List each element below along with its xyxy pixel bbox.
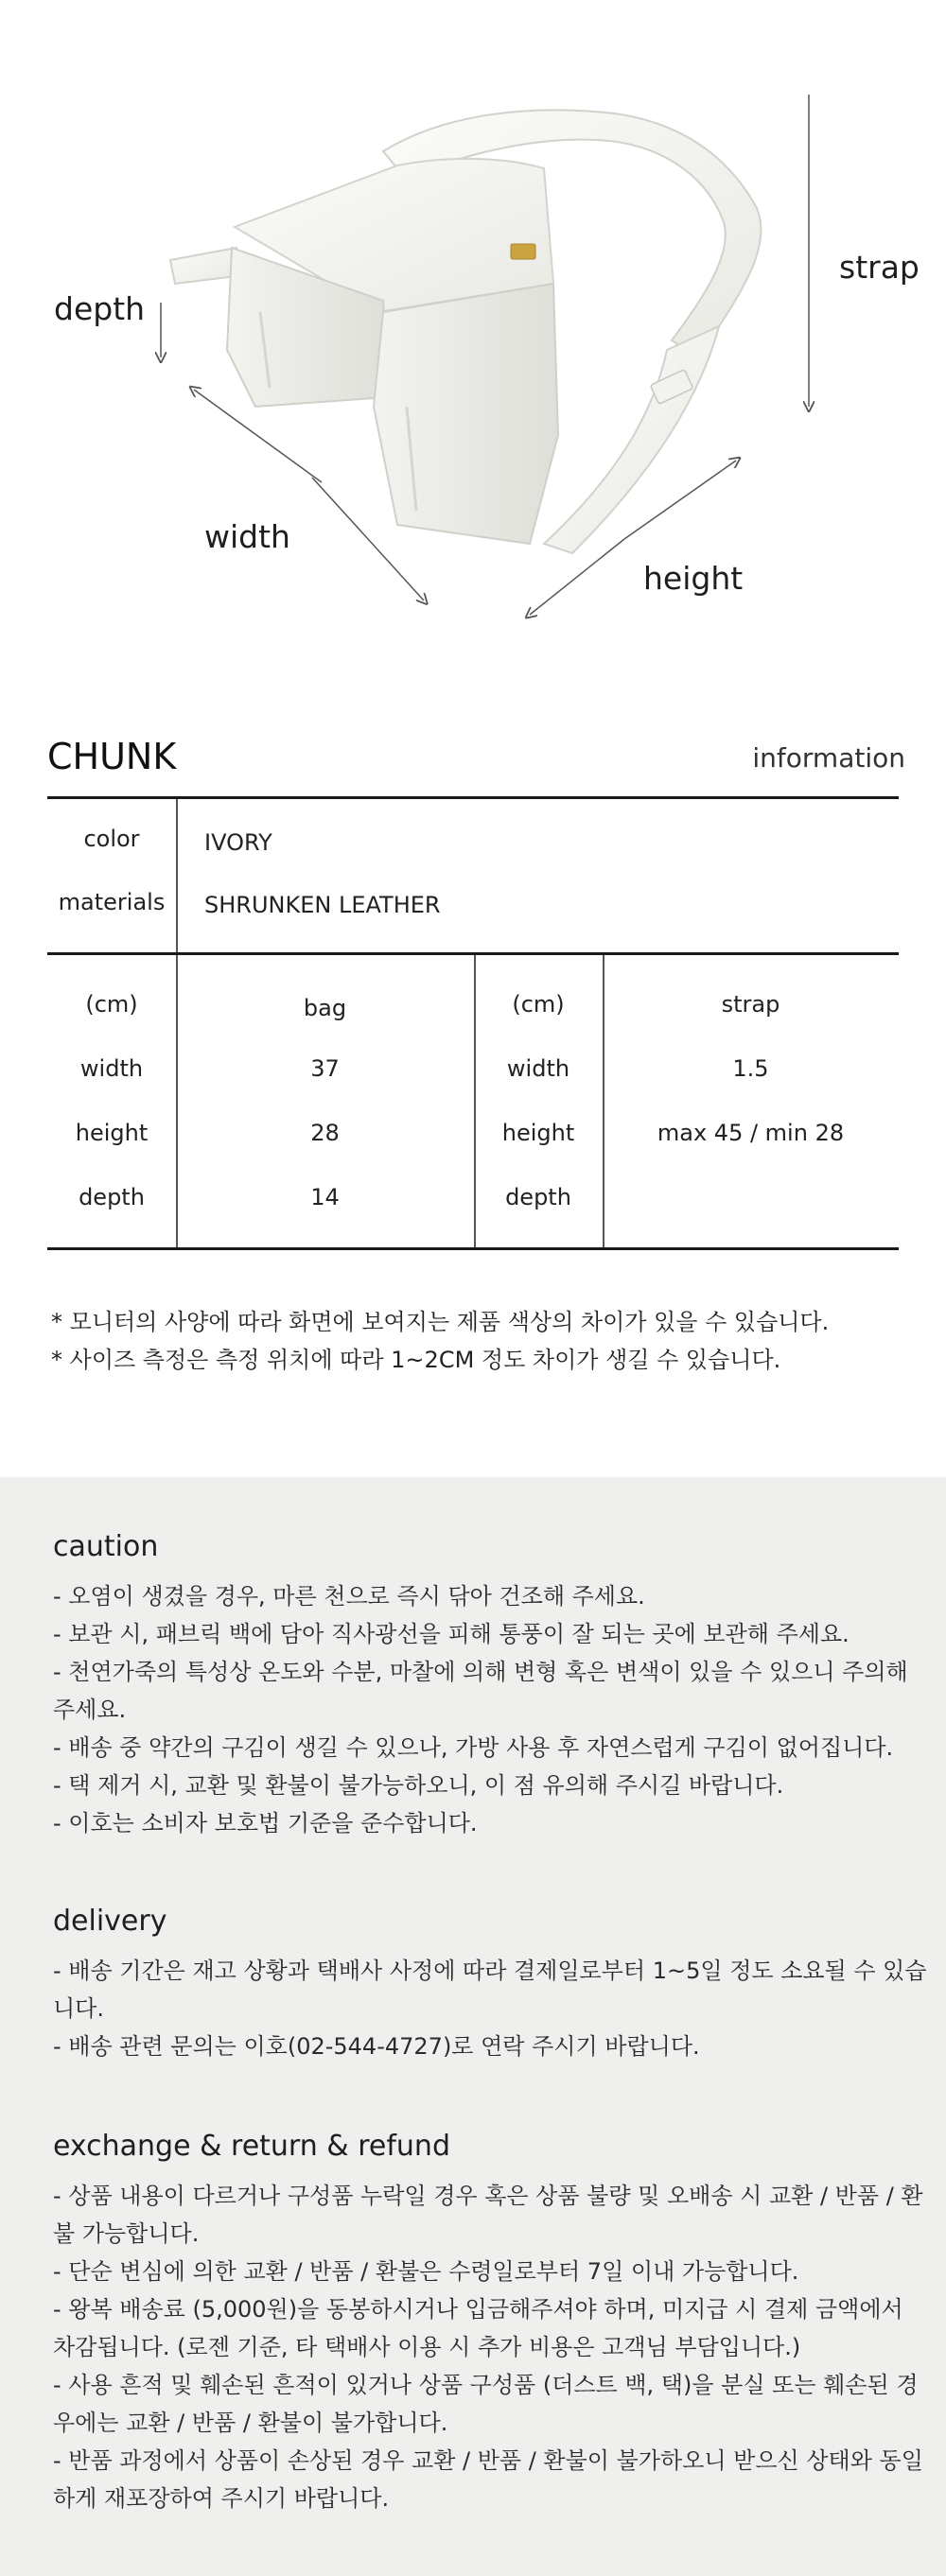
height-arrow-b (530, 539, 624, 615)
caution-line: - 오염이 생겼을 경우, 마른 천으로 즉시 닦아 건조해 주세요. (53, 1583, 645, 1610)
size-row-bag-value: 14 (310, 1184, 340, 1210)
exchange-line: - 사용 흔적 및 훼손된 흔적이 있거나 상품 구성품 (더스트 백, 택)을 분실 또는 훼손된 경 (53, 2372, 919, 2398)
size-row-label: height (501, 1120, 575, 1146)
color-label: color (83, 826, 140, 852)
caution-title: caution (53, 1530, 159, 1563)
depth-label: depth (54, 290, 146, 327)
size-row-label: depth (505, 1184, 571, 1210)
unit-left: (cm) (85, 991, 138, 1018)
product-name: CHUNK (47, 736, 177, 777)
strap-label: strap (839, 249, 920, 286)
section-subtitle: information (752, 742, 905, 774)
delivery-line: - 배송 관련 문의는 이호(02-544-4727)로 연락 주시기 바랍니다. (53, 2033, 700, 2060)
bag-header: bag (303, 995, 347, 1021)
table-bottom-rule (47, 1247, 899, 1250)
gold-clasp (511, 244, 535, 259)
materials-label: materials (58, 889, 166, 915)
exchange-title: exchange & return & refund (53, 2130, 450, 2163)
width-label: width (204, 518, 290, 555)
size-row-label: width (79, 1055, 144, 1082)
exchange-line: 불 가능합니다. (53, 2220, 200, 2247)
note-line: * 사이즈 측정은 측정 위치에 따라 1~2CM 정도 차이가 생길 수 있습니다. (51, 1347, 781, 1373)
strap-header: strap (721, 991, 780, 1018)
table-middle-rule (47, 952, 899, 955)
size-row-label: depth (79, 1184, 145, 1210)
bag-dimension-diagram (0, 0, 946, 700)
caution-line: - 배송 중 약간의 구김이 생길 수 있으나, 가방 사용 후 자연스럽게 구김이 없어집니다. (53, 1734, 894, 1761)
caution-line: - 보관 시, 패브릭 백에 담아 직사광선을 피해 통풍이 잘 되는 곳에 보관해 주세요. (53, 1621, 850, 1647)
unit-right: (cm) (512, 991, 565, 1018)
materials-value: SHRUNKEN LEATHER (204, 892, 441, 918)
exchange-line: 차감됩니다. (로젠 기준, 타 택배사 이용 시 추가 비용은 고객님 부담입니다.) (53, 2334, 801, 2360)
delivery-line: 니다. (53, 1995, 104, 2022)
bag-illustration (0, 0, 946, 700)
bag-right-block (374, 284, 558, 544)
caution-line: - 천연가죽의 특성상 온도와 수분, 마찰에 의해 변형 혹은 변색이 있을 수 있으니 주의해 (53, 1659, 908, 1685)
delivery-line: - 배송 기간은 재고 상황과 택배사 사정에 따라 결제일로부터 1~5일 정도 소요될 수 있습 (53, 1958, 927, 1984)
height-label: height (643, 560, 744, 597)
policy-section (0, 1477, 946, 2576)
exchange-line: 우에는 교환 / 반품 / 환불이 불가합니다. (53, 2410, 448, 2436)
caution-line: 주세요. (53, 1697, 127, 1723)
exchange-line: - 반품 과정에서 상품이 손상된 경우 교환 / 반품 / 환불이 불가하오니 받으신 상태와 동일 (53, 2447, 923, 2474)
caution-line: - 택 제거 시, 교환 및 환불이 불가능하오니, 이 점 유의해 주시길 바랍니다. (53, 1772, 784, 1799)
size-row-label: width (506, 1055, 570, 1082)
strap-left-end (170, 248, 236, 284)
caution-line: - 이호는 소비자 보호법 기준을 준수합니다. (53, 1810, 478, 1836)
size-row-strap-value: max 45 / min 28 (657, 1120, 845, 1146)
exchange-line: 하게 재포장하여 주시기 바랍니다. (53, 2485, 390, 2512)
size-row-strap-value: 1.5 (732, 1055, 769, 1082)
size-row-bag-value: 37 (310, 1055, 340, 1082)
exchange-line: - 왕복 배송료 (5,000원)을 동봉하시거나 입금해주셔야 하며, 미지급 시 결제 금액에서 (53, 2296, 903, 2323)
color-value: IVORY (204, 829, 272, 856)
strap-lower (544, 326, 719, 553)
delivery-title: delivery (53, 1905, 167, 1938)
table-divider (176, 799, 178, 953)
size-row-label: height (75, 1120, 149, 1146)
size-row-bag-value: 28 (310, 1120, 340, 1146)
exchange-line: - 단순 변심에 의한 교환 / 반품 / 환불은 수령일로부터 7일 이내 가능합니다. (53, 2258, 799, 2285)
note-line: * 모니터의 사양에 따라 화면에 보여지는 제품 색상의 차이가 있을 수 있습니다. (51, 1309, 830, 1335)
table-top-rule (47, 796, 899, 799)
exchange-line: - 상품 내용이 다르거나 구성품 누락일 경우 혹은 상품 불량 및 오배송 시 교환 / 반품 / 환 (53, 2183, 923, 2209)
